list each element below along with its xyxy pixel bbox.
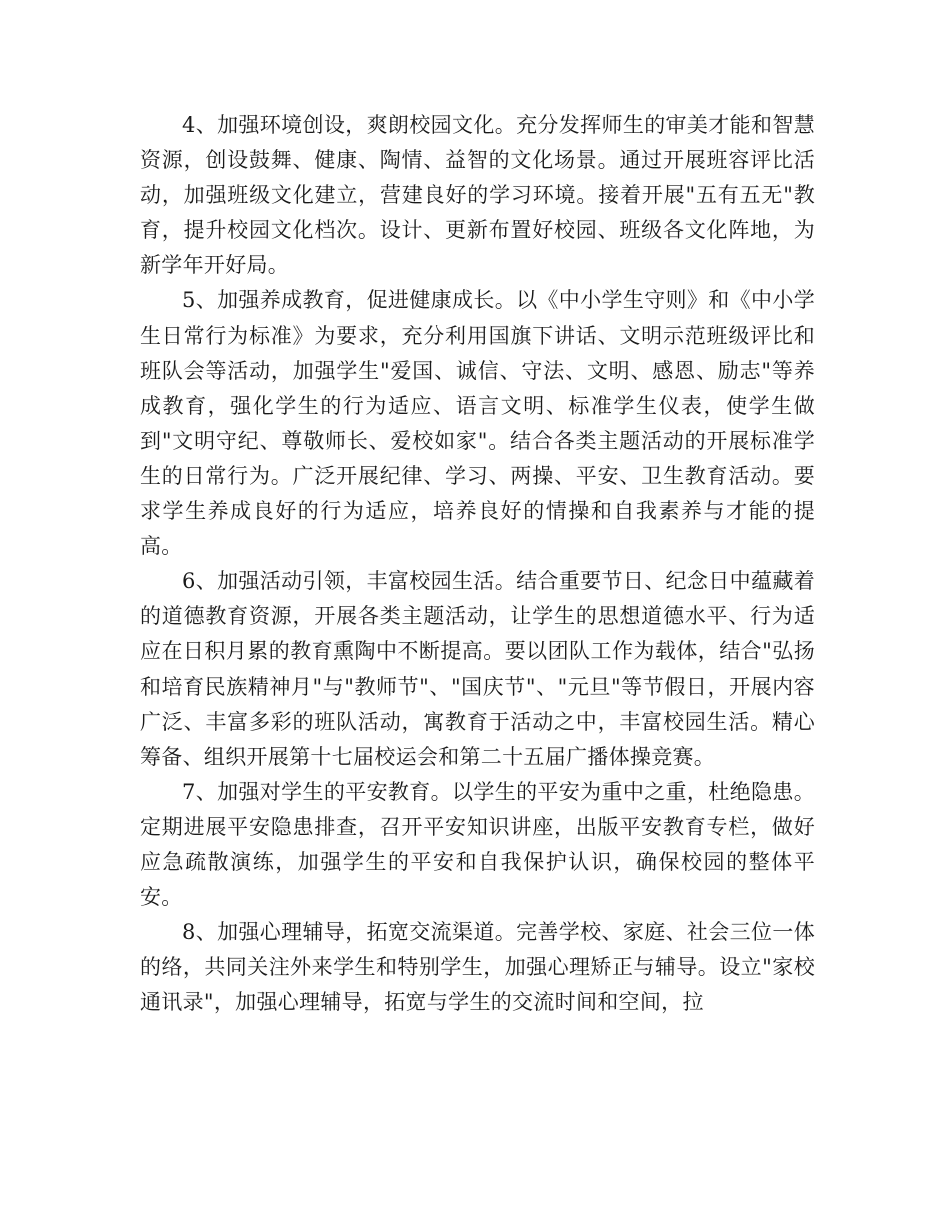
paragraph-item-4: 4、加强环境创设，爽朗校园文化。充分发挥师生的审美才能和智慧资源，创设鼓舞、健康、陶情、益智的文化场景。通过开展班容评比活动，加强班级文化建立，营建良好的学习环境。接着开展"五有五无"教育，提升校园文化档次。设计、更新布置好校园、班级各文化阵地，为新学年开好局。	[140, 113, 815, 278]
paragraph-item-5: 5、加强养成教育，促进健康成长。以《中小学生守则》和《中小学生日常行为标准》为要求，充分利用国旗下讲话、文明示范班级评比和班队会等活动，加强学生"爱国、诚信、守法、文明、感恩、励志"等养成教育，强化学生的行为适应、语言文明、标准学生仪表，使学生做到"文明守纪、尊敬师长、爱校如家"。结合各类主题活动的开展标准学生的日常行为。广泛开展纪律、学习、两操、平安、卫生教育活动。要求学生养成良好的行为适应，培养良好的情操和自我素养与才能的提高。	[140, 288, 815, 559]
paragraph-item-7: 7、加强对学生的平安教育。以学生的平安为重中之重，杜绝隐患。定期进展平安隐患排查，召开平安知识讲座，出版平安教育专栏，做好应急疏散演练，加强学生的平安和自我保护认识，确保校园的整体平安。	[140, 779, 815, 910]
paragraph-item-6: 6、加强活动引领，丰富校园生活。结合重要节日、纪念日中蕴藏着的道德教育资源，开展各类主题活动，让学生的思想道德水平、行为适应在日积月累的教育熏陶中不断提高。要以团队工作为载体，结合"弘扬和培育民族精神月"与"教师节"、"国庆节"、"元旦"等节假日，开展内容广泛、丰富多彩的班队活动，寓教育于活动之中，丰富校园生活。精心筹备、组织开展第十七届校运会和第二十五届广播体操竞赛。	[140, 569, 815, 769]
document-body	[140, 108, 815, 1020]
paragraph-item-8: 8、加强心理辅导，拓宽交流渠道。完善学校、家庭、社会三位一体的络，共同关注外来学生和特别学生，加强心理矫正与辅导。设立"家校通讯录"，加强心理辅导，拓宽与学生的交流时间和空间，拉	[140, 920, 815, 1015]
